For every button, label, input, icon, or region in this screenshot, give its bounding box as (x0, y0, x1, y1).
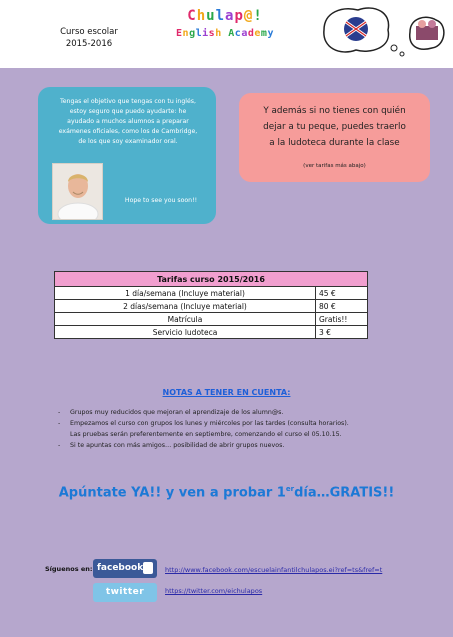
logo-letter: @ (243, 8, 254, 24)
note-text: Si te apuntas con más amigos… posibilidad de abrir grupos nuevos. (70, 442, 285, 449)
facebook-link[interactable]: http://www.facebook.com/escuelainfantilchulapos.ei?ref=ts&fref=t (165, 566, 383, 574)
like-icon (143, 562, 153, 574)
cta-superscript: er (285, 485, 295, 493)
logo-letter: C (187, 8, 197, 24)
logo-letter: d (247, 28, 255, 39)
note-continuation: Las pruebas serán preferentemente en septiembre, comenzando el curso el 05.10.15. (70, 431, 342, 438)
rate-desc: 2 días/semana (Incluye material) (55, 300, 316, 313)
note-text: Empezamos el curso con grupos los lunes y miércoles por las tardes (consulta horarios). (70, 420, 349, 427)
logo-letter: h (215, 28, 222, 39)
logo-letter: E (176, 28, 183, 39)
logo-letter: y (267, 28, 274, 39)
academy-logo (160, 8, 290, 39)
logo-letter: s (208, 28, 216, 39)
rate-desc: 1 día/semana (Incluye material) (55, 287, 316, 300)
table-row (55, 313, 368, 326)
teacher-text-line: exámenes oficiales, como los de Cambridge, (58, 128, 198, 135)
logo-letter: l (215, 8, 225, 24)
call-to-action (0, 485, 453, 500)
flags-bubbles-illustration (318, 2, 448, 62)
note-text: Grupos muy reducidos que mejoran el aprendizaje de los alumn@s. (70, 409, 284, 416)
signoff-text: Hope to see you soon!! (124, 197, 198, 204)
teacher-text-line: Tengas el objetivo que tengas con tu inglés, (59, 98, 197, 105)
daycare-text (249, 103, 420, 151)
rate-price: 80 € (316, 300, 368, 313)
teacher-text (50, 97, 206, 147)
twitter-link[interactable]: https://twitter.com/eichulapos (165, 587, 263, 595)
cta-text: Apúntate YA!! y ven a probar 1 (58, 485, 286, 501)
twitter-label: twitter (105, 587, 145, 597)
list-item (58, 418, 428, 429)
logo-letter: ! (253, 8, 263, 24)
course-years: 2015-2016 (65, 39, 113, 49)
bullet-icon: - (58, 409, 61, 416)
rates-table (54, 271, 368, 339)
bullet-icon: - (58, 442, 61, 449)
notes-title: NOTAS A TENER EN CUENTA: (162, 388, 291, 397)
teacher-text-line: estoy seguro que puedo ayudarte: he (69, 108, 187, 115)
cta-text-end: día…GRATIS!! (294, 485, 395, 501)
logo-letter: n (182, 28, 190, 39)
logo-letter: u (206, 8, 216, 24)
table-row (55, 300, 368, 313)
rates-title: Tarifas curso 2015/2016 (55, 272, 368, 287)
table-row (55, 287, 368, 300)
daycare-text-line: dejar a tu peque, puedes traerlo (263, 122, 406, 132)
rate-price: 3 € (316, 326, 368, 339)
twitter-button[interactable] (93, 583, 157, 602)
bullet-icon: - (58, 420, 61, 427)
logo-letter: g (189, 28, 196, 39)
daycare-box (239, 93, 430, 182)
rate-price: Gratis!! (316, 313, 368, 326)
course-year (44, 26, 134, 50)
logo-line1 (160, 8, 290, 24)
header (0, 0, 453, 68)
daycare-note: (ver tarifas más abajo) (303, 163, 366, 169)
logo-letter: c (234, 28, 242, 39)
follow-label: Síguenos en: (45, 565, 93, 573)
logo-letter: p (234, 8, 244, 24)
teacher-box (38, 87, 216, 224)
logo-letter: e (254, 28, 261, 39)
rate-desc: Servicio ludoteca (55, 326, 316, 339)
daycare-text-line: a la ludoteca durante la clase (269, 138, 400, 148)
list-item (58, 440, 428, 451)
teacher-text-line: de los que soy examinador oral. (78, 138, 178, 145)
logo-line2 (160, 28, 290, 39)
list-item (58, 407, 428, 418)
logo-letter: a (241, 28, 248, 39)
rate-price: 45 € (316, 287, 368, 300)
logo-letter: m (260, 28, 268, 39)
teacher-photo (52, 163, 103, 220)
logo-letter: l (195, 28, 203, 39)
daycare-text-line: Y además si no tienes con quién (263, 106, 406, 116)
logo-letter: A (228, 28, 235, 39)
notes-list (58, 407, 428, 451)
facebook-button[interactable] (93, 559, 157, 578)
table-row (55, 326, 368, 339)
course-label: Curso escolar (60, 27, 118, 37)
logo-letter: a (225, 8, 235, 24)
rate-desc: Matrícula (55, 313, 316, 326)
logo-letter: h (196, 8, 207, 24)
facebook-label: facebook (97, 563, 144, 573)
logo-letter: i (202, 28, 209, 39)
teacher-text-line: ayudado a muchos alumnos a preparar (67, 118, 189, 125)
